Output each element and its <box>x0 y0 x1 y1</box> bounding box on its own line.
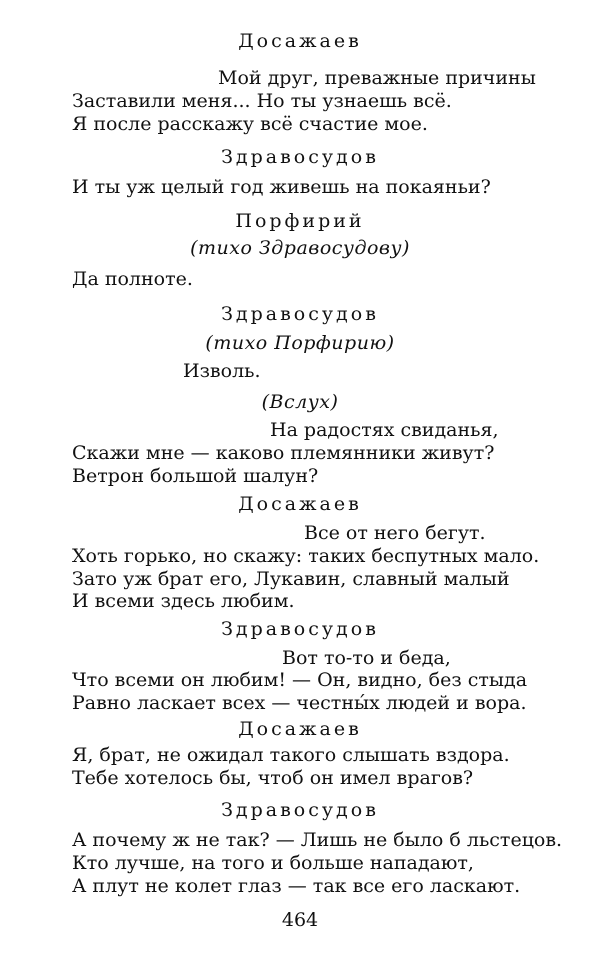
verse-line: Мой друг, преважные причины <box>218 67 536 89</box>
verse-line: И ты уж целый год живешь на покаяньи? <box>72 176 491 198</box>
verse-line: Хоть горько, но скажу: таких беспутных мало. <box>72 545 540 567</box>
verse-line: Я после расскажу всё счастие мое. <box>72 113 428 135</box>
verse-line: Да полноте. <box>72 268 193 290</box>
verse-line: Зато уж брат его, Лукавин, славный малый <box>72 568 510 590</box>
speaker-name: Порфирий <box>235 210 365 232</box>
speaker-name: Досажаев <box>238 718 362 740</box>
verse-line: Изволь. <box>183 360 261 382</box>
speaker-name: Здравосудов <box>221 799 379 821</box>
verse-line: Скажи мне — каково племянники живут? <box>72 442 495 464</box>
page-number: 464 <box>281 909 319 931</box>
verse-line: Я, брат, не ожидал такого слышать вздора. <box>72 744 510 766</box>
verse-line: А плут не колет глаз — так все его ласкают. <box>72 875 521 897</box>
verse-line: На радостях свиданья, <box>270 419 499 441</box>
stage-direction: (Вслух) <box>261 391 339 413</box>
verse-line: Тебе хотелось бы, чтоб он имел врагов? <box>72 767 474 789</box>
verse-line: Заставили меня... Но ты узнаешь всё. <box>72 90 452 112</box>
speaker-name: Здравосудов <box>221 146 379 168</box>
stage-direction: (тихо Порфирию) <box>205 332 395 354</box>
verse-line: А почему ж не так? — Лишь не было б льстецов. <box>72 829 563 851</box>
verse-line: Кто лучше, на того и больше нападают, <box>72 852 474 874</box>
speaker-name: Здравосудов <box>221 303 379 325</box>
verse-line: Что всеми он любим! — Он, видно, без стыда <box>72 669 528 691</box>
speaker-name: Здравосудов <box>221 618 379 640</box>
verse-line: И всеми здесь любим. <box>72 590 295 612</box>
speaker-name: Досажаев <box>238 493 362 515</box>
stage-direction: (тихо Здравосудову) <box>190 237 410 259</box>
verse-line: Ветрон большой шалун? <box>72 465 319 487</box>
speaker-name: Досажаев <box>238 30 362 52</box>
verse-line: Вот то-то и беда, <box>282 647 451 669</box>
verse-line: Все от него бегут. <box>304 522 486 544</box>
verse-line: Равно ласкает всех — честны́х людей и вора. <box>72 692 527 714</box>
